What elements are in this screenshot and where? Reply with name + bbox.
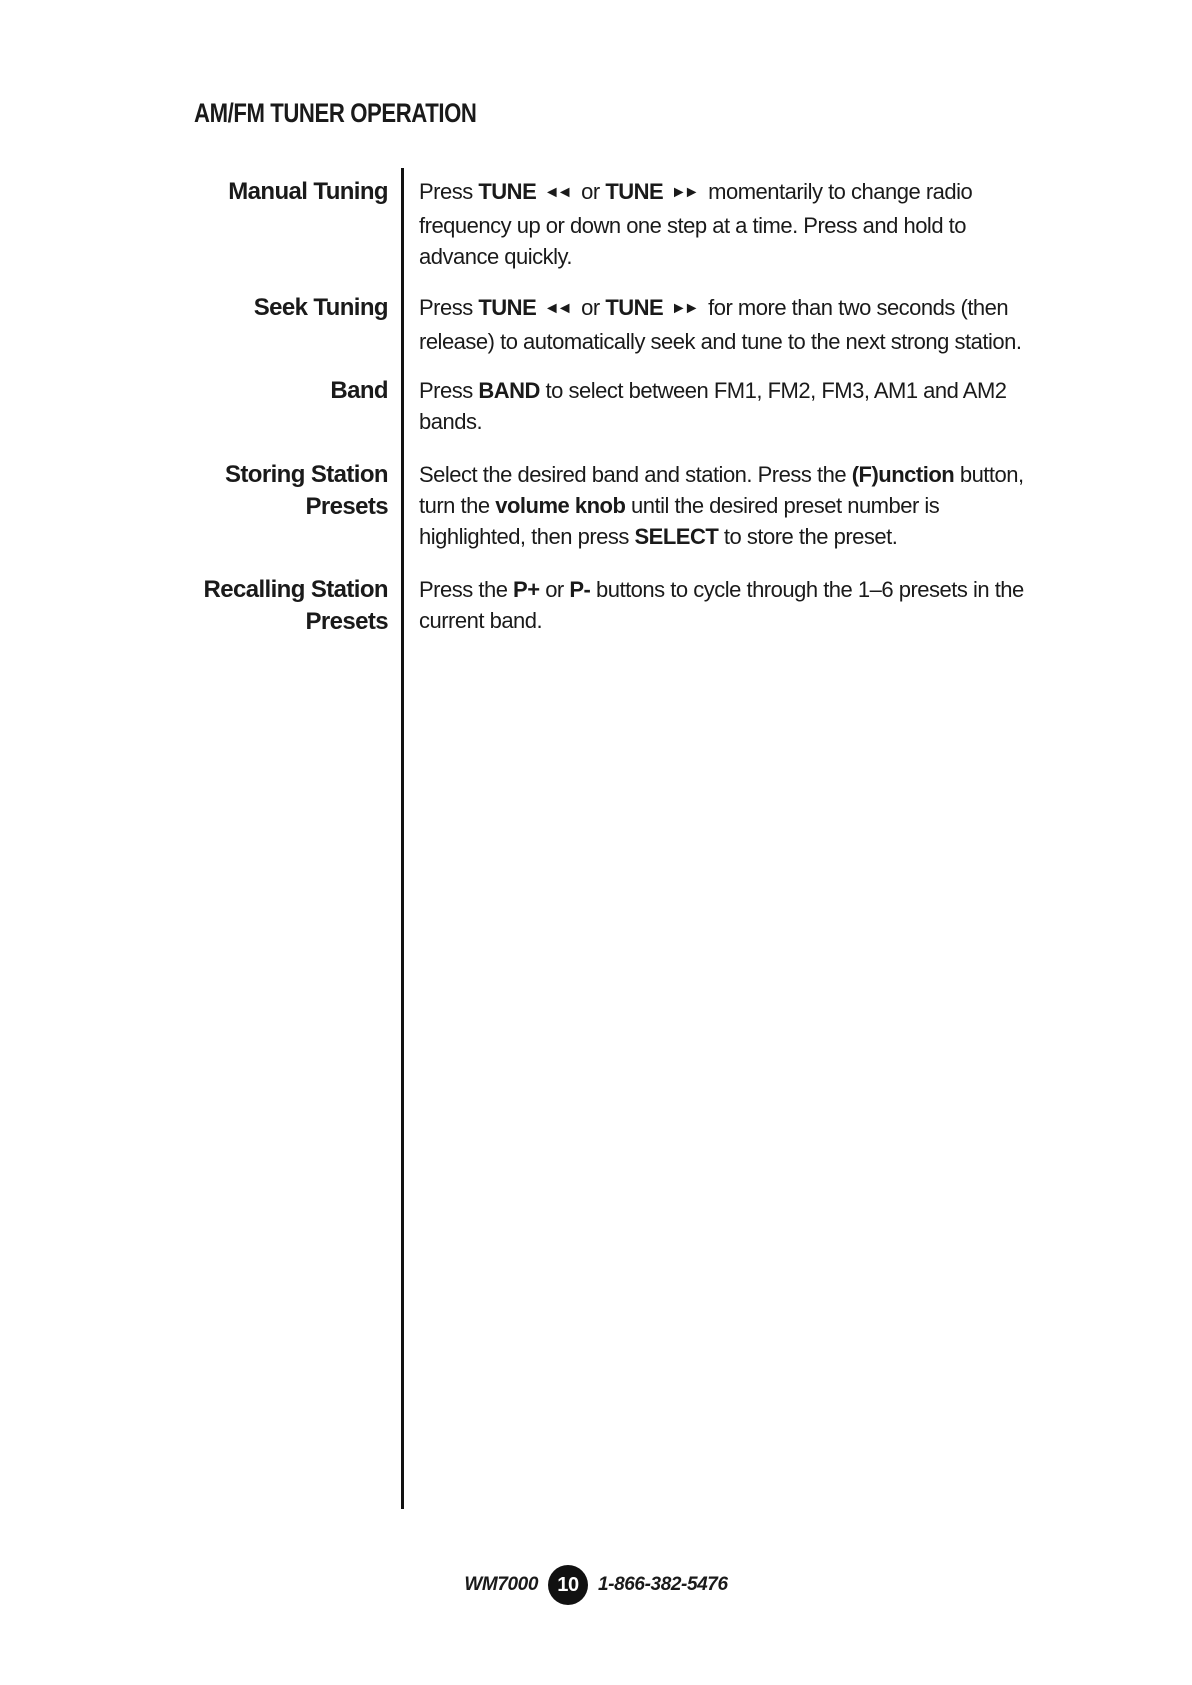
section-term xyxy=(148,176,388,208)
text-fragment: Press the xyxy=(419,577,514,602)
section-term xyxy=(148,375,388,407)
bold-term: (F)unction xyxy=(851,462,955,487)
text-fragment: Press xyxy=(419,378,479,403)
section-item xyxy=(0,574,1192,636)
text-fragment: Select the desired band and station. Press the xyxy=(419,462,852,487)
text-fragment: until the desired preset number is highlighted, then press xyxy=(419,493,940,549)
footer-model: WM7000 xyxy=(464,1574,538,1595)
page-number-badge: 10 xyxy=(548,1565,588,1605)
section-term-line: Presets xyxy=(305,608,388,635)
bold-term: P- xyxy=(569,577,591,602)
text-fragment: Press xyxy=(419,295,479,320)
section-item xyxy=(0,459,1192,552)
text-fragment xyxy=(536,295,542,320)
bold-term: BAND xyxy=(478,378,540,403)
section-term-line: Storing Station xyxy=(225,461,388,488)
text-fragment: or xyxy=(575,295,606,320)
section-definition xyxy=(419,375,1039,437)
section-term-line: Manual Tuning xyxy=(228,178,388,205)
section-term-line: Band xyxy=(330,377,388,404)
bold-term: TUNE xyxy=(478,179,537,204)
bold-term: TUNE xyxy=(605,295,664,320)
bold-term: TUNE xyxy=(605,179,664,204)
text-fragment: or xyxy=(575,179,606,204)
page-title: AM/FM TUNER OPERATION xyxy=(194,98,477,128)
section-term-line: Presets xyxy=(305,493,388,520)
section-term xyxy=(148,574,388,638)
page-footer xyxy=(0,1565,1192,1605)
section-definition xyxy=(419,459,1039,552)
section-term-line: Seek Tuning xyxy=(253,294,388,321)
forward-arrows-icon: ►► xyxy=(670,184,697,201)
text-fragment: momentarily to change radio frequency up or down one step at a time. Press and hold to advance quickly. xyxy=(419,179,973,269)
rewind-arrows-icon: ◄◄ xyxy=(543,184,570,201)
footer-phone: 1-866-382-5476 xyxy=(598,1574,728,1595)
text-fragment: to select between FM1, FM2, FM3, AM1 and AM2 bands. xyxy=(419,378,1007,434)
section-definition xyxy=(419,574,1039,636)
section-term-line: Recalling Station xyxy=(203,576,388,603)
section-term xyxy=(148,459,388,523)
text-fragment: for more than two seconds (then release) to automatically seek and tune to the next strong station. xyxy=(419,295,1022,354)
text-fragment: to store the preset. xyxy=(718,524,898,549)
section-term xyxy=(148,292,388,324)
sections-list xyxy=(0,176,1192,636)
text-fragment: buttons to cycle through the 1–6 presets in the current band. xyxy=(419,577,1024,633)
bold-term: TUNE xyxy=(478,295,537,320)
text-fragment: button, turn the xyxy=(419,462,1024,518)
section-item xyxy=(0,176,1192,272)
text-fragment: Press xyxy=(419,179,479,204)
bold-term: SELECT xyxy=(634,524,719,549)
rewind-arrows-icon: ◄◄ xyxy=(543,300,570,317)
forward-arrows-icon: ►► xyxy=(670,300,697,317)
section-definition xyxy=(419,176,1039,272)
text-fragment xyxy=(663,295,669,320)
section-definition xyxy=(419,292,1039,357)
bold-term: P+ xyxy=(513,577,540,602)
bold-term: volume knob xyxy=(495,493,626,518)
text-fragment xyxy=(663,179,669,204)
section-item xyxy=(0,292,1192,357)
section-item xyxy=(0,375,1192,437)
text-fragment xyxy=(536,179,542,204)
text-fragment: or xyxy=(539,577,570,602)
